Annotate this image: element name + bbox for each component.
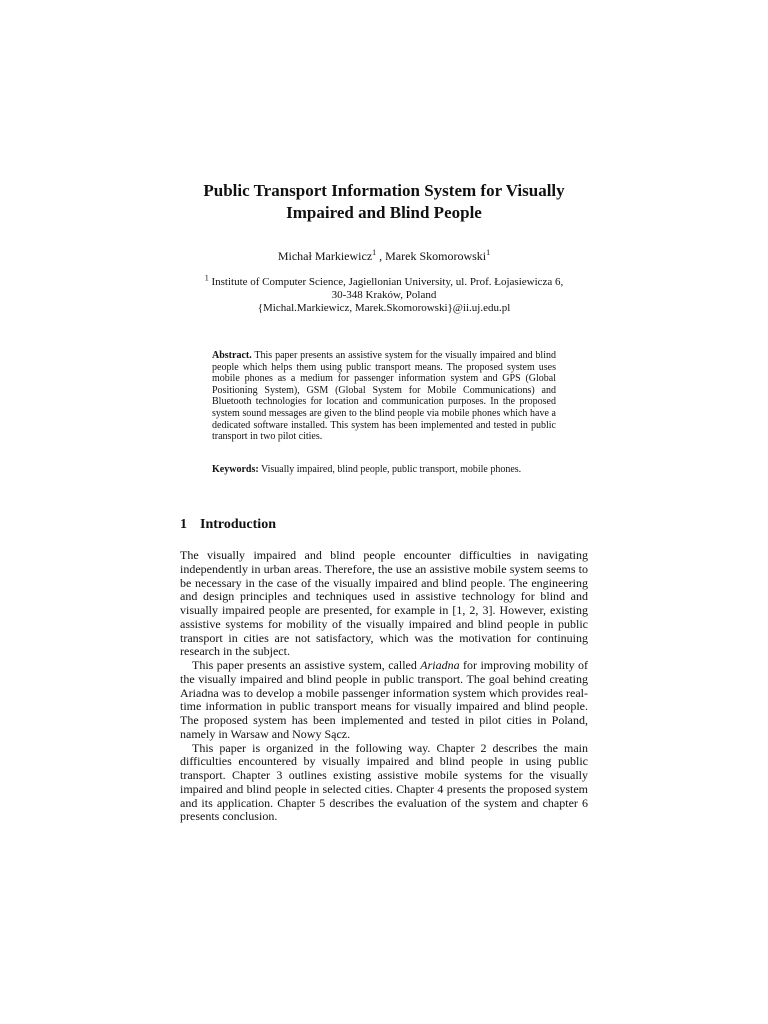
author-name: Michał Markiewicz — [277, 249, 373, 263]
author-affiliation-mark: 1 — [486, 248, 491, 257]
keywords — [212, 464, 556, 476]
abstract-text: This paper presents an assistive system for the visually impaired and blind people which helps them using public transport means. The proposed system uses mobile phones as a medium for passenger information system and GPS (Global Positioning System), GSM (Global System for Mobile Communications) and Bluetooth technologies for location and communication purposes. In the proposed system sound messages are given to the blind people via mobile phones which have a dedicated software installed. This system has been implemented and tested in public transport in two pilot cities. — [212, 350, 556, 443]
keywords-text: Visually impaired, blind people, public transport, mobile phones. — [258, 464, 522, 475]
paragraph: This paper is organized in the following way. Chapter 2 describes the main difficulties encountered by visually impaired and blind people in using public transport. Chapter 3 outlines existing assistive mobile systems for the visually impaired and blind people in selected cities. Chapter 4 presents the proposed system and its application. Chapter 5 describes the evaluation of the system and chapter 6 presents conclusion. — [180, 740, 588, 824]
section-heading-introduction — [180, 516, 276, 534]
title-line-2: Impaired and Blind People — [286, 203, 482, 222]
affiliation — [180, 273, 588, 315]
affiliation-address: 30-348 Kraków, Poland — [331, 289, 437, 301]
author-name: Marek Skomorowski — [385, 249, 487, 263]
paper-title — [180, 180, 588, 224]
affiliation-emails: {Michal.Markiewicz, Marek.Skomorowski}@ii.uj.edu.pl — [257, 302, 511, 314]
section-number: 1 — [180, 517, 187, 532]
affiliation-line — [180, 273, 588, 289]
affiliation-institute: Institute of Computer Science, Jagiellonian University, ul. Prof. Łojasiewicza 6, — [208, 276, 564, 288]
affiliation-mark: 1 — [204, 273, 209, 283]
paragraph: The visually impaired and blind people encounter difficulties in navigating independently in urban areas. Therefore, the use an assistive mobile system seems to be necessary in the case of the visually impaired and blind people. The engineering and design principles and techniques used in assistive technology for blind and visually impaired people are presented, for example in [1, 2, 3]. However, existing assistive systems for mobility of the visually impaired and blind people in public transport in cities are not satisfactory, which was the motivation for continuing research in the subject. — [180, 548, 588, 659]
abstract — [212, 350, 556, 443]
author-separator: , — [376, 249, 386, 263]
abstract-label: Abstract. — [212, 350, 252, 361]
introduction-body — [180, 549, 588, 824]
system-name: Ariadna — [420, 658, 460, 672]
author-list — [180, 249, 588, 263]
paragraph — [180, 659, 588, 742]
author-affiliation-mark: 1 — [372, 248, 377, 257]
section-title: Introduction — [200, 517, 276, 532]
paragraph-text: This paper presents an assistive system, called — [192, 658, 421, 672]
paragraph-text: for improving mobility of the visually impaired and blind people in public transport. The goal behind creating Ariadna was to develop a mobile passenger information system which provides real-time information in public transport means for visually impaired and blind people. The proposed system has been implemented and tested in pilot cities in Poland, namely in Warsaw and Nowy Sącz. — [180, 658, 588, 741]
keywords-label: Keywords: — [212, 464, 259, 475]
title-line-1: Public Transport Information System for Visually — [203, 181, 565, 200]
